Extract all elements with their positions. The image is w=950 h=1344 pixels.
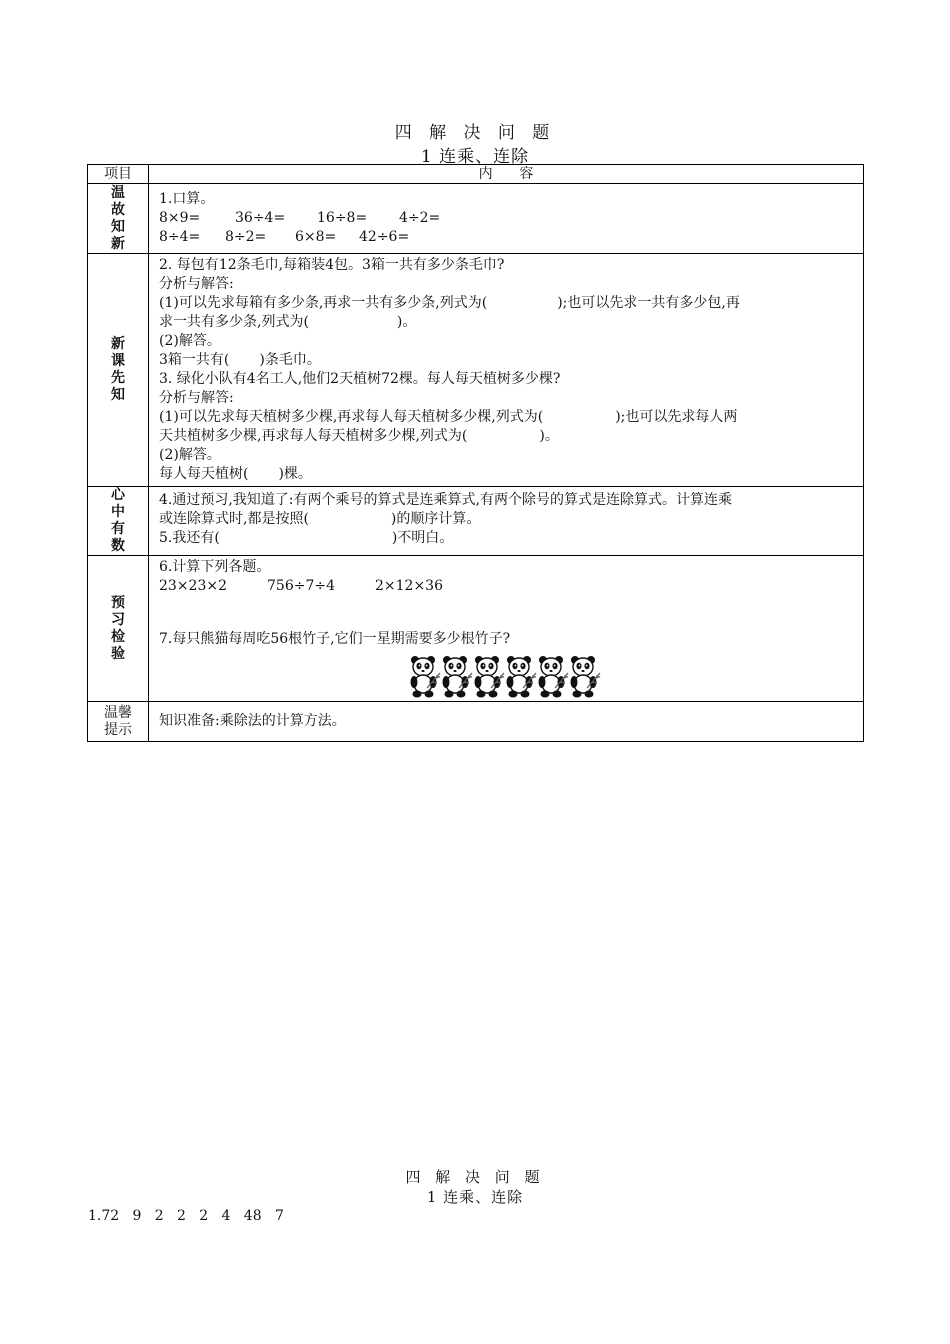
- row-content-tips: [149, 702, 864, 742]
- tips-text: 知识准备:乘除法的计算方法。: [159, 713, 346, 729]
- row-label-mind: 心 中 有 数: [88, 487, 149, 556]
- row-content-mind: [149, 487, 864, 556]
- q2-step1-line1: (1)可以先求每箱有多少条,再求一共有多少条,列式为( );也可以先求一共有多少包,再: [159, 295, 740, 311]
- worksheet-table: [87, 164, 864, 742]
- q3-answer: 每人每天植树( )棵。: [159, 466, 312, 482]
- row-label-tips: 温馨 提示: [88, 702, 149, 742]
- footer-lesson-title: 1 连乘、连除: [426, 1188, 524, 1206]
- q2-answer: 3箱一共有( )条毛巾。: [159, 352, 321, 368]
- table-row: [88, 556, 864, 702]
- panda-icon: [535, 655, 569, 699]
- row-content-preview: [149, 254, 864, 487]
- footer-chapter-title: 四 解 决 问 题: [405, 1168, 545, 1186]
- panda-icon: [407, 655, 441, 699]
- oral-calc-line-1: 8×9= 36÷4= 16÷8= 4÷2=: [159, 210, 441, 226]
- panda-illustration: [407, 655, 857, 699]
- panda-icon: [439, 655, 473, 699]
- question-7: 7.每只熊猫每周吃56根竹子,它们一星期需要多少根竹子?: [159, 631, 511, 647]
- panda-icon: [471, 655, 505, 699]
- question-3-title: 3. 绿化小队有4名工人,他们2天植树72棵。每人每天植树多少棵?: [159, 371, 561, 387]
- q3-step1-line2: 天共植树多少棵,再求每人每天植树多少棵,列式为( )。: [159, 428, 559, 444]
- q3-step2: (2)解答。: [159, 447, 221, 463]
- question-5: 5.我还有( )不明白。: [159, 530, 454, 546]
- analysis-label: 分析与解答:: [159, 276, 234, 292]
- panda-icon: [503, 655, 537, 699]
- table-row: [88, 254, 864, 487]
- oral-calc-line-2: 8÷4= 8÷2= 6×8= 42÷6=: [159, 229, 410, 245]
- lesson-title: 1 连乘、连除: [420, 147, 530, 167]
- table-row: [88, 702, 864, 742]
- q2-step1-line2: 求一共有多少条,列式为( )。: [159, 314, 417, 330]
- q2-step2: (2)解答。: [159, 333, 221, 349]
- question-6-title: 6.计算下列各题。: [159, 559, 271, 575]
- chapter-title: 四 解 决 问 题: [394, 123, 556, 143]
- question-4-line1: 4.通过预习,我知道了:有两个乘号的算式是连乘算式,有两个除号的算式是连除算式。计算连乘: [159, 492, 732, 508]
- table-row: [88, 184, 864, 254]
- q3-step1-line1: (1)可以先求每天植树多少棵,再求每人每天植树多少棵,列式为( );也可以先求每人两: [159, 409, 738, 425]
- question-1-title: 1.口算。: [159, 191, 215, 207]
- question-4-line2: 或连除算式时,都是按照( )的顺序计算。: [159, 511, 481, 527]
- table-header-row: [88, 165, 864, 184]
- analysis-label: 分析与解答:: [159, 390, 234, 406]
- col-header-content: 内 容: [149, 165, 864, 184]
- answer-key: 1.72 9 2 2 2 4 48 7: [88, 1208, 284, 1224]
- row-content-review: [149, 184, 864, 254]
- table-row: [88, 487, 864, 556]
- question-2-title: 2. 每包有12条毛巾,每箱装4包。3箱一共有多少条毛巾?: [159, 257, 505, 273]
- row-content-check: [149, 556, 864, 702]
- row-label-review: 温 故 知 新: [88, 184, 149, 254]
- row-label-check: 预 习 检 验: [88, 556, 149, 702]
- row-label-preview: 新 课 先 知: [88, 254, 149, 487]
- question-6-items: 23×23×2 756÷7÷4 2×12×36: [159, 578, 443, 594]
- panda-icon: [567, 655, 601, 699]
- col-header-item: 项目: [88, 165, 149, 184]
